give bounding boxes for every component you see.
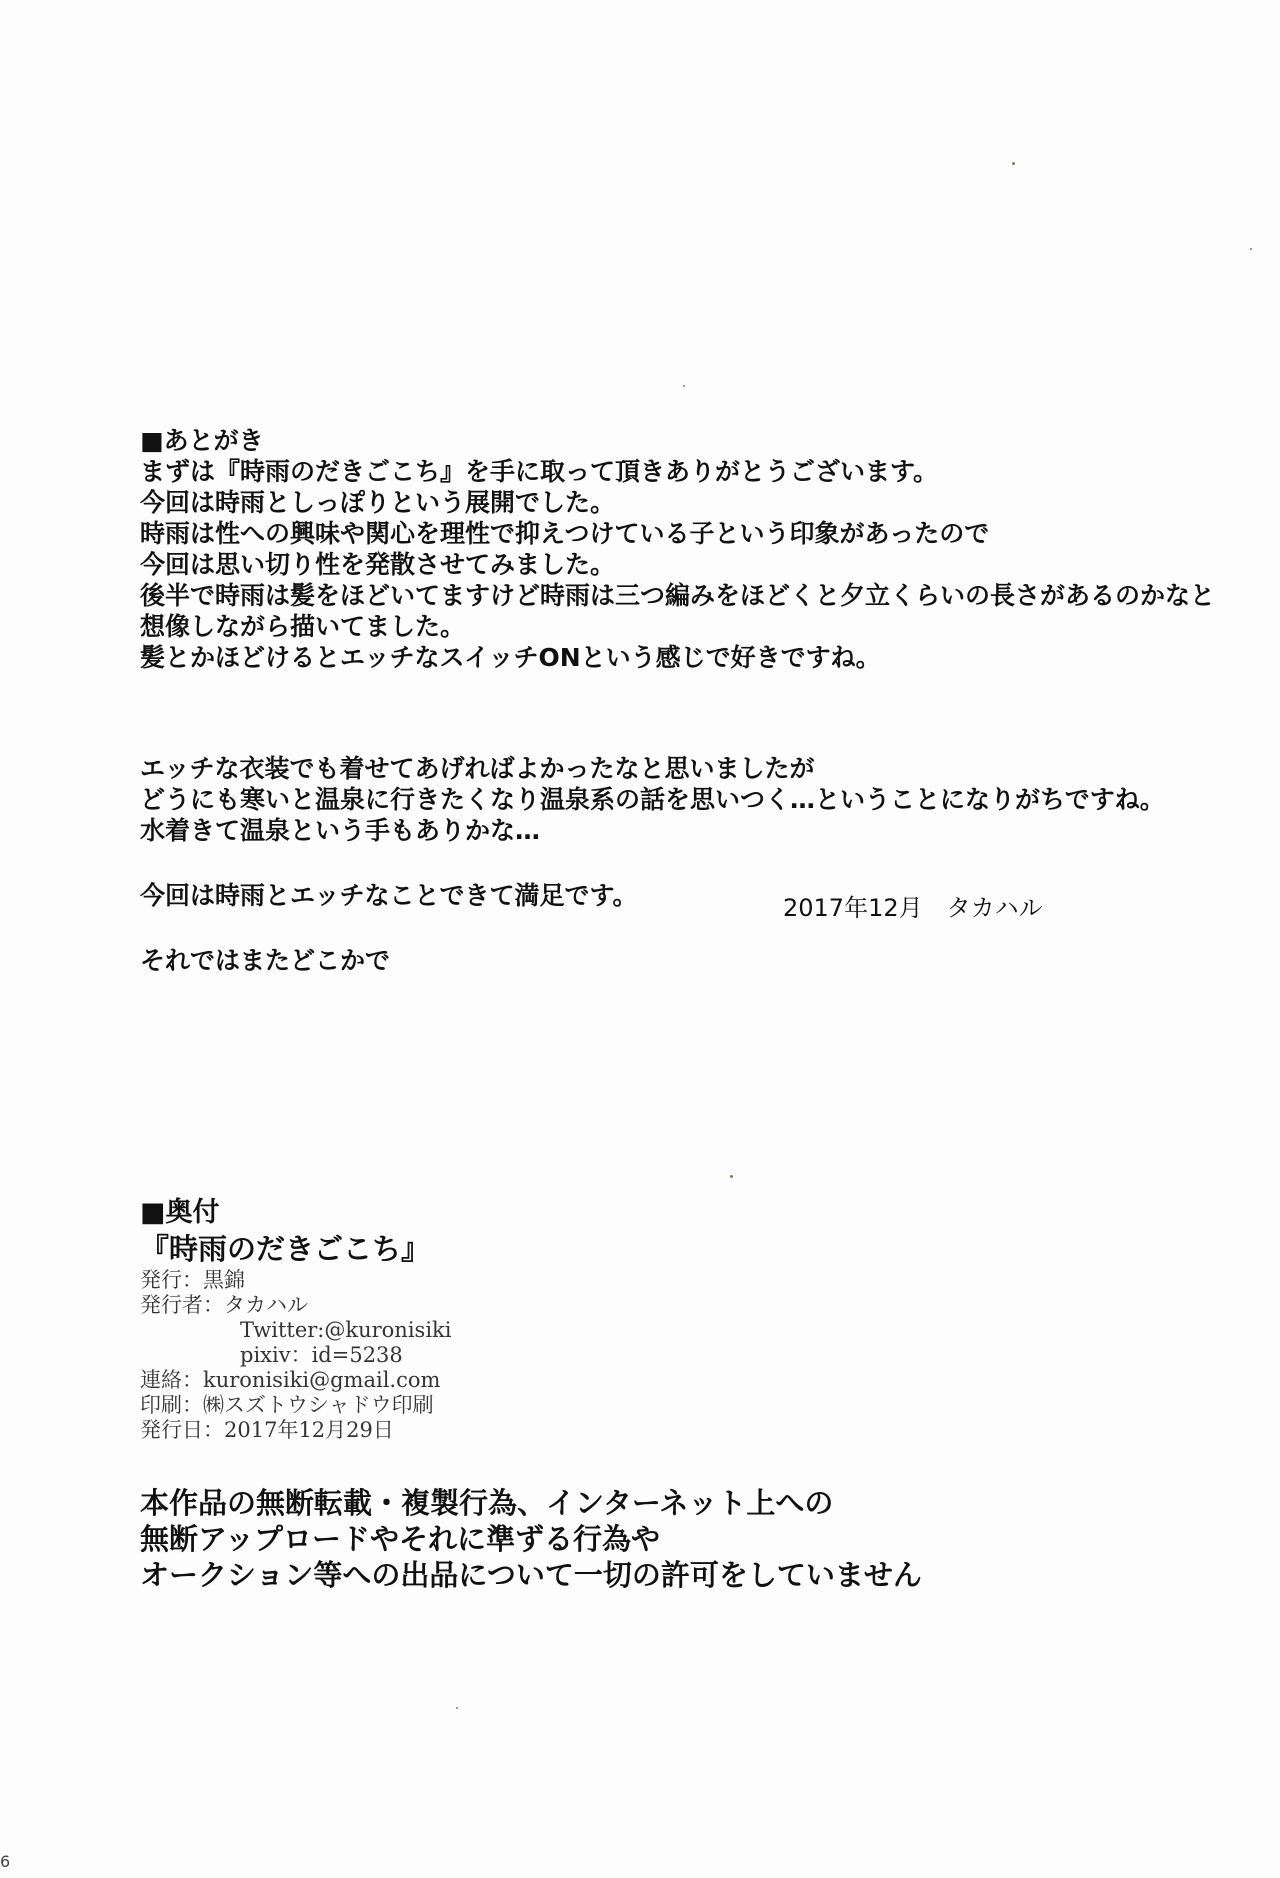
issuer-row: 発行者：タカハル xyxy=(140,1293,308,1317)
afterword-line: エッチな衣装でも着せてあげればよかったなと思いましたが xyxy=(140,754,815,783)
paper-speck xyxy=(456,1707,458,1709)
afterword-line: 今回は時雨とエッチなことできて満足です。 xyxy=(140,881,638,910)
book-title: 『時雨のだきごこち』 xyxy=(140,1232,431,1266)
printer-row: 印刷：㈱スズトウシャドウ印刷 xyxy=(140,1393,434,1417)
afterword-line: 後半で時雨は髪をほどいてますけど時雨は三つ編みをほどくと夕立くらいの長さがあるのかなと xyxy=(140,581,1216,610)
notice-line: オークション等への出品について一切の許可をしていません xyxy=(140,1558,922,1592)
afterword-signature: 2017年12月 タカハル xyxy=(783,894,1043,922)
colophon-heading: ■奥付 xyxy=(140,1197,220,1228)
afterword-line: 水着きて温泉という手もありかな… xyxy=(140,816,541,845)
afterword-line: 想像しながら描いてました。 xyxy=(140,612,466,641)
afterword-line: どうにも寒いと温泉に行きたくなり温泉系の話を思いつく…ということになりがちですね。 xyxy=(140,785,1165,814)
afterword-section xyxy=(140,425,1250,976)
page-number: 6 xyxy=(0,1852,11,1871)
notice-line: 本作品の無断転載・複製行為、インターネット上への xyxy=(140,1486,834,1520)
afterword-line: 今回は思い切り性を発散させてみました。 xyxy=(140,550,616,579)
twitter-row: Twitter:@kuronisiki xyxy=(240,1318,452,1342)
colophon-section xyxy=(140,1196,451,1443)
pixiv-row: pixiv：id=5238 xyxy=(240,1343,403,1367)
publisher-row: 発行：黒錦 xyxy=(140,1268,245,1292)
copyright-notice xyxy=(140,1485,922,1593)
paper-speck xyxy=(730,1175,733,1178)
contact-row: 連絡：kuronisiki@gmail.com xyxy=(140,1368,441,1392)
afterword-line: 今回は時雨としっぽりという展開でした。 xyxy=(140,488,616,517)
notice-line: 無断アップロードやそれに準ずる行為や xyxy=(140,1522,660,1556)
afterword-line: 髪とかほどけるとエッチなスイッチONという感じで好きですね。 xyxy=(140,643,881,672)
paper-speck xyxy=(683,385,685,387)
afterword-line: まずは『時雨のだきごこち』を手に取って頂きありがとうございます。 xyxy=(140,457,939,486)
issue-date-row: 発行日：2017年12月29日 xyxy=(140,1418,394,1442)
afterword-heading: ■あとがき xyxy=(140,426,264,455)
afterword-line: 時雨は性への興味や関心を理性で抑えつけている子という印象があったので xyxy=(140,519,990,548)
paper-speck xyxy=(1012,162,1015,165)
paper-speck xyxy=(1250,248,1252,250)
afterword-line: それではまたどこかで xyxy=(140,946,391,975)
